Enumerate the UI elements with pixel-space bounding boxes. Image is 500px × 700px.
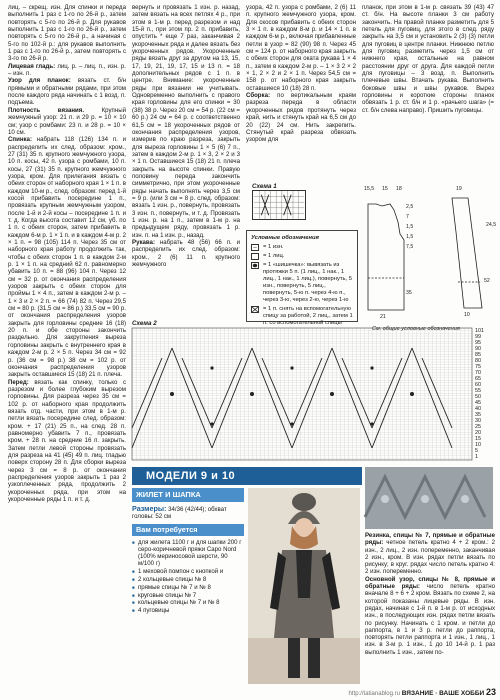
front-paragraph — [8, 379, 126, 504]
measure-label: 19 — [456, 186, 462, 192]
model-title-banner: ЖИЛЕТ И ШАПКА — [132, 488, 244, 502]
cross-stitch-icon — [252, 307, 258, 312]
scheme-2-row-number: 70 — [475, 370, 481, 376]
legend-text-purl: = 1 изн. — [263, 244, 284, 250]
stitch-sample-photo — [365, 467, 493, 529]
sleeves-text: набрать 48 (56) 66 п. и распределить их след. образом: кром., 2 (6) 11 п. крупного жемчужного — [132, 239, 240, 269]
assembly-continued-text: планок, при этом в 1-м р. связать 39 (43) 47 ст. б/н. На высоте планки 3 см работу закончить. На правой планке разметить для 5 петель для пуговиц, для этого в след. ряду закрыть на 3,5 см и установить 2 (3) (3) петли для пуговиц в центре планки. Нижнюю петлю для пуговиц разметить через 1,5 см от нижнего края, остальные на равном расстоянии друг от друга. Для каждой петли для пуговицы – 3 возд. п. Выполнить плечевые швы. Втачать рукава. Выполнить боковые швы и швы рукавов. Вырез горловины и короткие стороны планок обвязать 1 р. ст. б/н и 1 р. «рачьего шага» (= ст. б/н слева направо). Пришить пуговицы. — [362, 4, 494, 114]
main-pattern-text: число петель кратно вначале 8 + 6 + 2 кром. Вязать по схеме 2, на которой показаны лицевые ряды. В изн. рядах, начиная с 1-й п. в 1-м р. от исходных изн., в последующих изн. рядах петли вязать по рисунку. Начинать с 1 кром. и петли до раппорта, в 1 и 3 р. петли до раппорта, повторять петли раппорта и 1 изн., 1 лиц., 1 изн. в 3-м р. 1 изн., 1 до 10 14-й р. 1 раз выполнить 1 изн., затем по- — [365, 583, 495, 656]
measure-label: 1,5 — [406, 224, 414, 230]
legend-row-knit — [251, 253, 353, 260]
rib-paragraph — [365, 532, 495, 576]
density-text: Крупный жемчужный узор: 21 п. и 29 р. = 10 × 10 см; узор с ромбами: 23 п. и 28 р. = 10 × 10 см. — [8, 106, 126, 136]
measure-label: 15 — [382, 186, 388, 192]
magazine-name: ВЯЗАНИЕ · ВАШЕ ХОББИ — [401, 690, 485, 697]
assembly-heading: Сборка: — [246, 92, 270, 100]
border-pattern-heading: Узор для планок: — [8, 77, 71, 85]
measure-label: 2,5 — [406, 204, 414, 210]
legend-row-purl — [251, 244, 353, 251]
legend-symbol-bobble — [251, 262, 259, 269]
back-paragraph — [8, 136, 126, 378]
face-stitch-paragraph — [8, 63, 126, 78]
scheme-1-grid — [252, 190, 306, 220]
text-column-1 — [8, 4, 126, 594]
material-item: ■ 2 кольцевые спицы № 8 — [132, 576, 244, 583]
scheme-2-row-number: 35 — [475, 412, 481, 418]
text-column-3 — [246, 4, 356, 179]
scheme-2-row-number: 50 — [475, 394, 481, 400]
scheme-1-title: Схема 1 — [252, 183, 277, 190]
face-stitch-heading: Лицевая гладь: — [8, 62, 56, 70]
materials-list — [132, 539, 244, 615]
sizes-heading: Размеры: — [132, 504, 167, 513]
sleeves-heading: Рукава: — [132, 239, 155, 246]
legend-box — [246, 230, 358, 326]
density-paragraph — [8, 107, 126, 136]
material-item: ■ прямые спицы № 7 и № 8 — [132, 584, 244, 591]
scheme-2-row-number: 30 — [475, 418, 481, 424]
bobble-icon — [252, 263, 258, 268]
scheme-2-row-number: 10 — [475, 442, 481, 448]
material-item: ■ кольцевые спицы № 7 и № 8 — [132, 599, 244, 606]
legend-text-bobble: = 1 «шишечка»: вывязать из протяжки 5 п. (1 лиц., 1 нак., 1 лиц., 1 нак., 1 лиц.), повернуть, 5 изн., повернуть, 5 лиц., повернуть, 5-ю п. через 4-ю п., через 3-ю, через 2-ю, через 1-ю — [263, 262, 352, 303]
rib-text: четное петель кратно 4 + 2 кром.: 2 изн., 2 лиц., 2 изн. попеременно, заканчивая 2 изн., кром. В изн. рядах петли вязать по рисунку; в круг. рядах число петель кратно 4: 2 изн. попеременно. — [365, 539, 496, 576]
measure-label: 1,5 — [406, 234, 414, 240]
main-pattern-heading: Основной узор, спицы № 8, прямые и обратные ряды: — [365, 575, 495, 591]
model-photo — [248, 488, 360, 684]
material-item: ■ круговые спицы № 7 — [132, 592, 244, 599]
border-pattern-text: вязать ст. б/н прямыми и обратными рядами, при этом после каждого ряда начинать с 1 возд. п. подъема. — [8, 77, 126, 107]
scheme-2-row-number: 60 — [475, 382, 481, 388]
measure-label: 7 — [406, 214, 409, 220]
legend-symbol-cross — [251, 306, 259, 313]
scheme-2-row-number: 40 — [475, 406, 481, 412]
legend-text-cross: = 1 п. снять на вспомогательную спицу за работой, 2 лиц., затем 1 п. со вспомогательной спицы — [263, 306, 353, 326]
scheme-2-row-number: 5 — [475, 448, 478, 454]
text-column-5 — [365, 532, 495, 682]
measure-label: 15,5 — [364, 186, 375, 192]
page-number: 23 — [485, 687, 496, 697]
sleeves-continued-text: узора, 42 п. узора с ромбами, 2 (6) 11 п. крупного жемчужного узора, кром. Для скосов прибавить с обеих сторон 3 × 1 п. в каждом 8-м р. и 14 × 1 п. в каждом 6-м р., включая прибавленные петли в узор = 82 (90) 98 п. Через 45 см = 124 р. от наборного края закрыть с обеих сторон для оката рукава 1 × 4 п., затем в каждом 2-м р. – 1 × 3 2 × 2 × 1, 2 × 2 и 2 × 1 п. Через 54,5 см = 158 р. от наборного края закрыть оставшиеся 10 (18) 28 п. — [246, 4, 356, 92]
scheme-2-row-number: 15 — [475, 436, 481, 442]
scheme-2-row-number: 80 — [475, 358, 481, 364]
garment-measurement-diagram — [360, 182, 496, 322]
measure-label: 21 — [380, 314, 386, 320]
face-stitch-text: лиц. р. – лиц. п., изн. р. – изн. п. — [8, 62, 126, 78]
scheme-2-row-number: 99 — [475, 334, 481, 340]
scheme-2-row-number: 20 — [475, 430, 481, 436]
rib-heading: Резинка, спицы № 7, прямые и обратные ряды: — [365, 532, 495, 547]
pattern-intro: лиц. – скрещ. изн. Для спинки и переда выполнить 1 раз с 1-го по 26-й р., затем повторять с 5-го по 26-й р. Для рукавов выполнить 1 раз с 1-го по 26-й р., затем повторять с 5-го по 26-й р., а начиная с 5-го по 102-й р.: для рукавов выполнить 1 раз с 1-го по 26-й р., затем повторять с 3-го по 26-й р. — [8, 4, 126, 63]
scheme-2-row-number: 90 — [475, 346, 481, 352]
scheme-2-row-number: 55 — [475, 388, 481, 394]
measure-label: 35 — [406, 290, 412, 296]
materials-banner: Вам потребуется — [132, 524, 244, 536]
legend-symbol-knit — [251, 253, 259, 260]
legend-symbol-purl: – — [251, 244, 259, 251]
measure-label: 18 — [396, 186, 402, 192]
material-item: ■ для жилета 1100 г и для шапки 200 г серо-коричневой пряжи Capo Nord (100% мериносовой шерсти, 90 м/100 г) — [132, 539, 244, 568]
back-text: набрать 118 (126) 134 п. и распределить их след. образом: кром., 27 (31) 35 п. крупного жемчужного узора, 10 п. косы, 42 п. узора с ромбами, 10 п. косы, 27 (31) 35 п. крупного жемчужного узора, кром. Для прилегания вязать с обеих сторон от наборного края 1 × 1 п. в каждом 10-м р., след. образом: перед 1-й косой прибавить посередине 1 п., провязать крупным жемчужным узором, после 1-й и 2-й косы – посередине 1 п. и т. д. Когда высота составит 12 см, уб. по 1 п. с обеих сторон, затем прибавить в каждом 6-м р. 1 × 1 п. и в каждом 4-м р. 2 × 1 п. = 98 (105) 114 п. Через 35 см от наборного края работу продолжить так, чтобы с обеих сторон 1 п. в каждом 2-м р. 1 × 1 п. на средний 62 п. равномерно убавить 10 п. = 88 (96) 104 п. Через 12 см = 32 р. от окончания распределения узоров закрыть с обеих сторон для проймы 1 × 4 п., затем в каждом 2-м р. – 1 × 3 и 2 × 2 п. = 66 (74) 82 п. Через 29,5 см = 80 р. (31,5 см = 86 р.) 33,5 см = 90 р. от окончания распределения узоров закрыть для горловины средние 16 (18) 20 п. и обе стороны закончить раздельно. Для закругления выреза горловины закрыть с внутреннего края в каждом 2-м р. 2 × 5 п. Через 34 см = 92 р. (36 см = 98 р.) 38 см = 102 р. от окончания распределения узоров закрыть оставшиеся 15 (18) 21 п. плеча. — [8, 136, 126, 379]
text-column-2 — [132, 4, 240, 269]
scheme-2-row-number: 95 — [475, 340, 481, 346]
legend-row-bobble — [251, 262, 353, 304]
assembly-text: по вертикальным краям разреза переда в области укороченных рядов протянуть через край, нить и стянуть край на 6,5 см до 20 (22) 24 см. Нить закрепить. Стянутый край разреза обвязать узором для — [246, 92, 356, 144]
front-text: вязать как спинку, только с разрезом и более глубоким вырезом горловины. Для разреза через 35 см = 102 р. от наборного края продолжить вязать отд. части, при этом в 1-м р. петли вязать посередине след. образом: кром. + 17 (21) 25 п., на след. 28 п. равномерно убавить 7 п., провязать кром. + 28 п. на средние 16 п. закрыть. Затем петли левой стороны провязать для разреза на 41 (45) 49 п. лиц. гладью поверх сторону 28 п. Для сборки выреза через 3 см = 8 р. от окончания распределения узоров закрыть 1 раз 2 узкоплеченных ряда, продолжить 2 укороченных ряда, при этом на укороченные ряды 1 п. и т. д. — [8, 378, 126, 504]
sizes-paragraph — [132, 505, 244, 521]
legend-row-cross — [251, 306, 353, 327]
scheme-2-row-number: 85 — [475, 352, 481, 358]
scheme-2-row-number: 75 — [475, 364, 481, 370]
scheme-2-row-number: 1 — [475, 454, 478, 460]
text-column-4 — [362, 4, 494, 179]
scheme-2-chart — [132, 328, 472, 460]
scheme-2-row-number: 45 — [475, 400, 481, 406]
scheme-2-row-numbers — [475, 328, 497, 460]
scheme-2-title: Схема 2 — [132, 320, 157, 327]
scheme-2-row-number: 101 — [475, 328, 484, 334]
border-pattern-paragraph — [8, 77, 126, 106]
models-banner: МОДЕЛИ 9 и 10 — [132, 467, 362, 485]
density-heading: Плотность вязания. — [8, 106, 85, 114]
sleeves-paragraph — [132, 239, 240, 268]
page-footer — [300, 686, 496, 698]
legend-title: Условные обозначения — [251, 235, 319, 241]
legend-text-knit: = 1 лиц. — [263, 253, 285, 259]
scheme-2-row-number: 65 — [475, 376, 481, 382]
front-continued-text: вернуть и провязать 1 изн. р. назад, затем вязать на всех петлях 4 р., при этом в 1-м р. перед разрезом и над 15-й п., при этом пр. 2 п. прибавить, опустить * еще 7 раз, заканчивая 2 укороченных ряда и далее вязать без укороченных рядов. Укороченные ряды вязать друг за другом на 13, 15, 17, 19, 21, 19, 17, 15 и 13 п. = 18 дополнительных рядов с 1 п. в центре. Внимание: укороченные ряды при вязании не учитывать. Одновременно выполнить с правого края горловины для его спинки = 30 (38) 38 р. Через 20 см = 54 р. (22 см = 60 р.) 24 см = 64 р. с соответственно 61,5 см = 18 укороченных рядов от окончания распределения узоров, измерив по краю разреза, закрыть для выреза горловины 1 × 5 (6) 7 п., затем в каждом 2-м р. 1 × 3, 2 × 2 и 3 × 1 п. Оставшиеся 15 (18) 21 п. плеча закрыть на высоте спинки. Правую половину переда закончить симметрично, при этом укороченные ряды начать выполнять через 3,5 см = 9 р. (или 3 см = 8 р. след. образом: вязать 1 изн. р., повернуть, провязать 3 изн. п., повернуть, и т. д. Провязать 1 изн. р. на 1 п., затем в 1-м р. на предыдущем ряду, провязать 1 р. изн. п. на 1 изн. р., назад. — [132, 4, 240, 239]
sizes-text: 34/36 (42/44); обхват головы: 52 см — [132, 506, 227, 521]
measure-label: 52 — [484, 278, 490, 284]
sizes-materials-block — [132, 505, 244, 691]
assembly-paragraph — [246, 92, 356, 143]
measure-label: 7,5 — [406, 244, 414, 250]
back-heading: Спинка: — [8, 136, 32, 144]
main-pattern-paragraph — [365, 576, 495, 656]
measure-label: 10 — [464, 312, 470, 318]
measure-label: 24,5 — [486, 222, 497, 228]
front-heading: Перед: — [8, 378, 29, 386]
footer-url: http://tatianablog.ru — [348, 691, 400, 697]
material-item: ■ 1 меховой помпон с кнопкой и — [132, 568, 244, 575]
scheme-2-row-number: 25 — [475, 424, 481, 430]
material-item: ■ 4 пуговицы — [132, 607, 244, 614]
